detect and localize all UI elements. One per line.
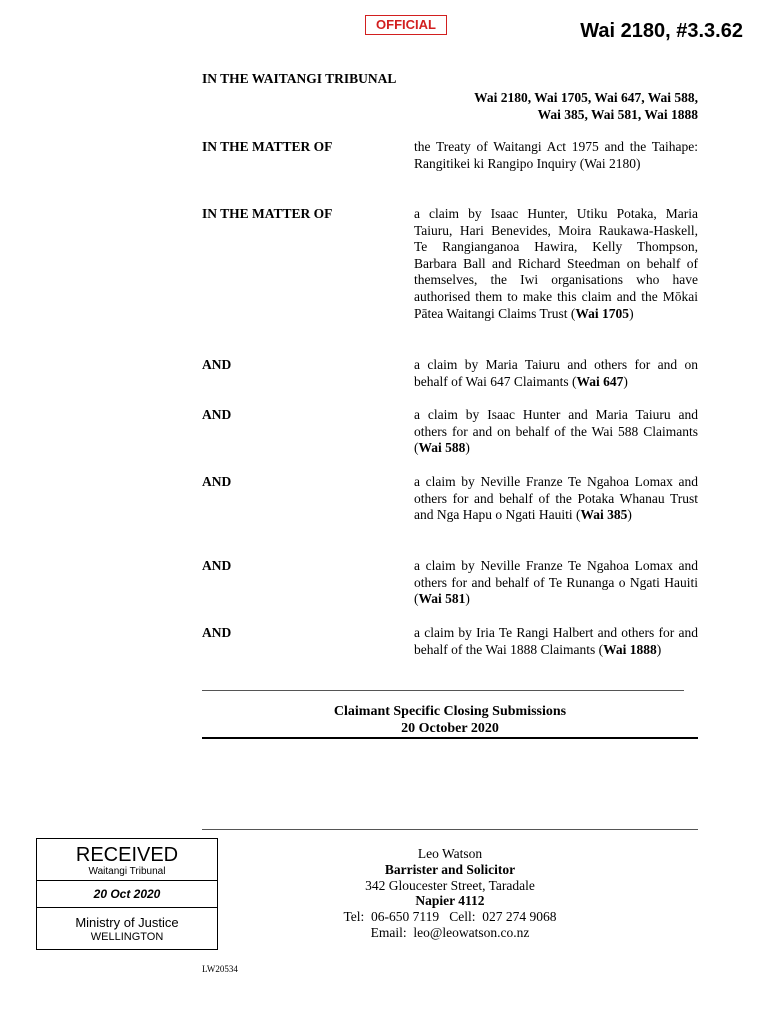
matter-label: IN THE MATTER OF: [202, 139, 333, 154]
matter-label: AND: [202, 625, 232, 640]
matter-wai-ref: Wai 581: [418, 591, 466, 607]
received-stamp: [36, 838, 218, 950]
stamp-city: WELLINGTON: [90, 931, 164, 943]
matter-description: a claim by Maria Taiuru and others for and on behalf of Wai 647 Claimants: [414, 357, 698, 389]
counsel-address-block: [310, 846, 590, 941]
wai-number-line: Wai 385, Wai 581, Wai 1888: [537, 107, 698, 122]
matter-description: a claim by Iria Te Rangi Halbert and others for and behalf of the Wai 1888 Claimants: [414, 625, 698, 657]
matter-text: a claim by Neville Franze Te Ngahoa Lomax and others for and behalf of Te Runanga o Ngati Hauiti (Wai 581): [414, 558, 698, 607]
wai-number-list: [474, 89, 698, 123]
document-title: Claimant Specific Closing Submissions: [333, 704, 567, 719]
matter-wai-ref: Wai 588: [418, 440, 466, 456]
counsel-role: Barrister and Solicitor: [384, 861, 516, 877]
matter-label: AND: [202, 407, 232, 422]
matter-label: AND: [202, 474, 232, 489]
stamp-heading: RECEIVED: [75, 844, 179, 866]
counsel-email: Email: leo@leowatson.co.nz: [370, 924, 530, 940]
counsel-city: Napier 4112: [415, 893, 485, 909]
matter-wai-ref: Wai 1888: [603, 641, 657, 657]
matter-text: a claim by Neville Franze Te Ngahoa Lomax and others for and behalf of the Potaka Whanau Trust and Nga Hapu o Ngati Hauiti (Wai 385): [414, 474, 698, 523]
matter-wai-ref: Wai 385: [580, 507, 628, 523]
divider-line: [202, 690, 684, 691]
file-reference: LW20534: [202, 964, 238, 974]
official-label: OFFICIAL: [365, 15, 447, 35]
matter-text: a claim by Maria Taiuru and others for and on behalf of Wai 647 Claimants (Wai 647): [414, 357, 698, 389]
matter-description: a claim by Isaac Hunter, Utiku Potaka, Maria Taiuru, Hari Benevides, Moira Raukawa-Haskell, Te Rangianganoa Hawira, Kelly Thompson, Barbara Ball and Richard Steedman on behalf of themselves, the Iwi organisations who have authorised them to make this claim and the Mōkai Pātea Waitangi Claims Trust: [414, 206, 698, 321]
matter-label: AND: [202, 558, 232, 573]
document-reference: Wai 2180, #3.3.62: [580, 20, 743, 42]
matter-description: a claim by Isaac Hunter and Maria Taiuru and others for and on behalf of the Wai 588 Claimants: [414, 407, 698, 439]
matter-label: IN THE MATTER OF: [202, 206, 333, 221]
wai-number-line: Wai 2180, Wai 1705, Wai 647, Wai 588,: [474, 90, 698, 105]
stamp-ministry: Ministry of Justice: [75, 915, 179, 930]
matter-text: a claim by Isaac Hunter and Maria Taiuru and others for and on behalf of the Wai 588 Claimants (Wai 588): [414, 407, 698, 456]
tribunal-heading: IN THE WAITANGI TRIBUNAL: [202, 71, 397, 86]
matter-text: [414, 139, 698, 172]
matter-description: the Treaty of Waitangi Act 1975 and the Taihape: Rangitikei ki Rangipo Inquiry (Wai 2180): [414, 139, 698, 171]
matter-label: AND: [202, 357, 232, 372]
matter-description: a claim by Neville Franze Te Ngahoa Lomax and others for and behalf of Te Runanga o Ngati Hauiti: [414, 558, 698, 590]
matter-wai-ref: Wai 647: [576, 373, 624, 389]
document-date: 20 October 2020: [401, 721, 499, 736]
stamp-subheading: Waitangi Tribunal: [88, 866, 166, 877]
matter-description: a claim by Neville Franze Te Ngahoa Lomax and others for and behalf of the Potaka Whanau Trust and Nga Hapu o Ngati Hauiti: [414, 474, 698, 523]
counsel-street: 342 Gloucester Street, Taradale: [365, 877, 535, 893]
matter-wai-ref: Wai 1705: [575, 305, 630, 321]
matter-text: a claim by Iria Te Rangi Halbert and others for and behalf of the Wai 1888 Claimants (Wai 1888): [414, 625, 698, 657]
counsel-name: Leo Watson: [417, 846, 483, 861]
title-underline: [202, 737, 698, 739]
counsel-phone: Tel: 06-650 7119 Cell: 027 274 9068: [343, 909, 557, 925]
matter-text: a claim by Isaac Hunter, Utiku Potaka, Maria Taiuru, Hari Benevides, Moira Raukawa-Haskell, Te Rangianganoa Hawira, Kelly Thompson, Barbara Ball and Richard Steedman on behalf of themselves, the Iwi organisations who have authorised them to make this claim and the Mōkai Pātea Waitangi Claims Trust (Wai 1705): [414, 206, 698, 321]
stamp-date: 20 Oct 2020: [37, 880, 217, 908]
divider-line: [202, 829, 698, 830]
